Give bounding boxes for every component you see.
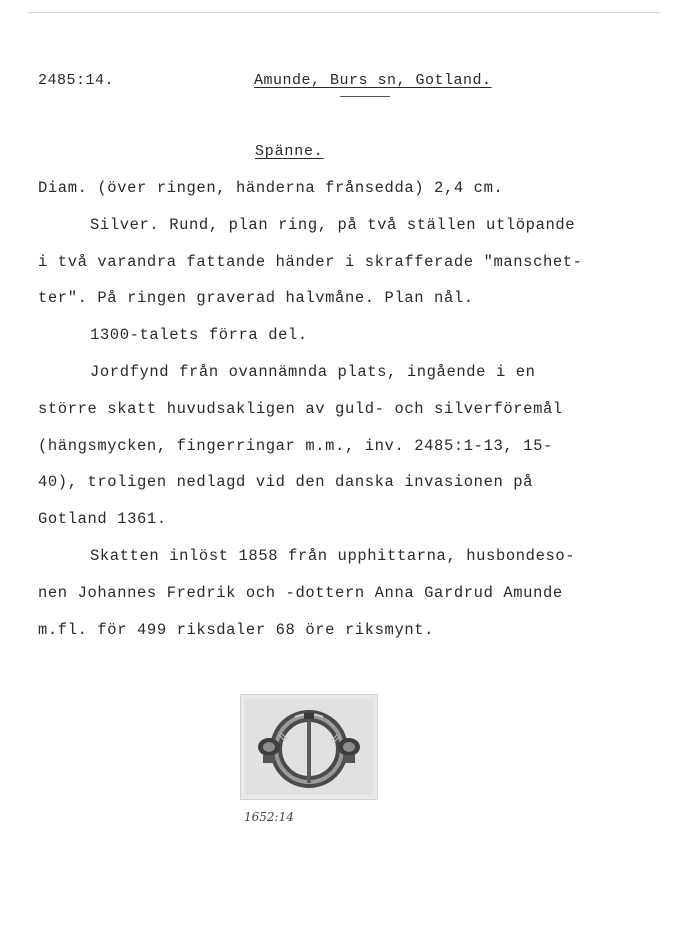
text-line-material: Silver. Rund, plan ring, på två ställen utlöpande: [90, 215, 576, 234]
brooch-icon: [241, 695, 377, 799]
text-line: Gotland 1361.: [38, 510, 167, 529]
text-line: 40), troligen nedlagd vid den danska invasionen på: [38, 473, 534, 492]
text-line-find-context: Jordfynd från ovannämnda plats, ingående i en: [90, 362, 536, 381]
text-line-acquisition: Skatten inlöst 1858 från upphittarna, husbondeso-: [90, 546, 576, 565]
text-line: större skatt huvudsakligen av guld- och silverföremål: [38, 399, 563, 418]
top-rule: [28, 12, 660, 13]
text-line: ter". På ringen graverad halvmåne. Plan nål.: [38, 289, 474, 308]
text-line-dating: 1300-talets förra del.: [90, 326, 308, 345]
text-line: i två varandra fattande händer i skrafferade "manschet-: [38, 252, 583, 271]
location-underline-mark: [340, 96, 390, 97]
object-title: Spänne.: [255, 143, 324, 160]
brooch-photo: [240, 694, 378, 800]
text-line: m.fl. för 499 riksdaler 68 öre riksmynt.: [38, 620, 435, 639]
find-location: Amunde, Burs sn, Gotland.: [254, 72, 492, 89]
text-line: nen Johannes Fredrik och -dottern Anna Gardrud Amunde: [38, 583, 563, 602]
text-line-diameter: Diam. (över ringen, händerna frånsedda) 2,4 cm.: [38, 179, 504, 197]
text-line: (hängsmycken, fingerringar m.m., inv. 2485:1-13, 15-: [38, 436, 553, 455]
photo-caption: 1652:14: [244, 810, 294, 824]
catalog-number: 2485:14.: [38, 72, 115, 89]
description-body: [38, 170, 658, 648]
